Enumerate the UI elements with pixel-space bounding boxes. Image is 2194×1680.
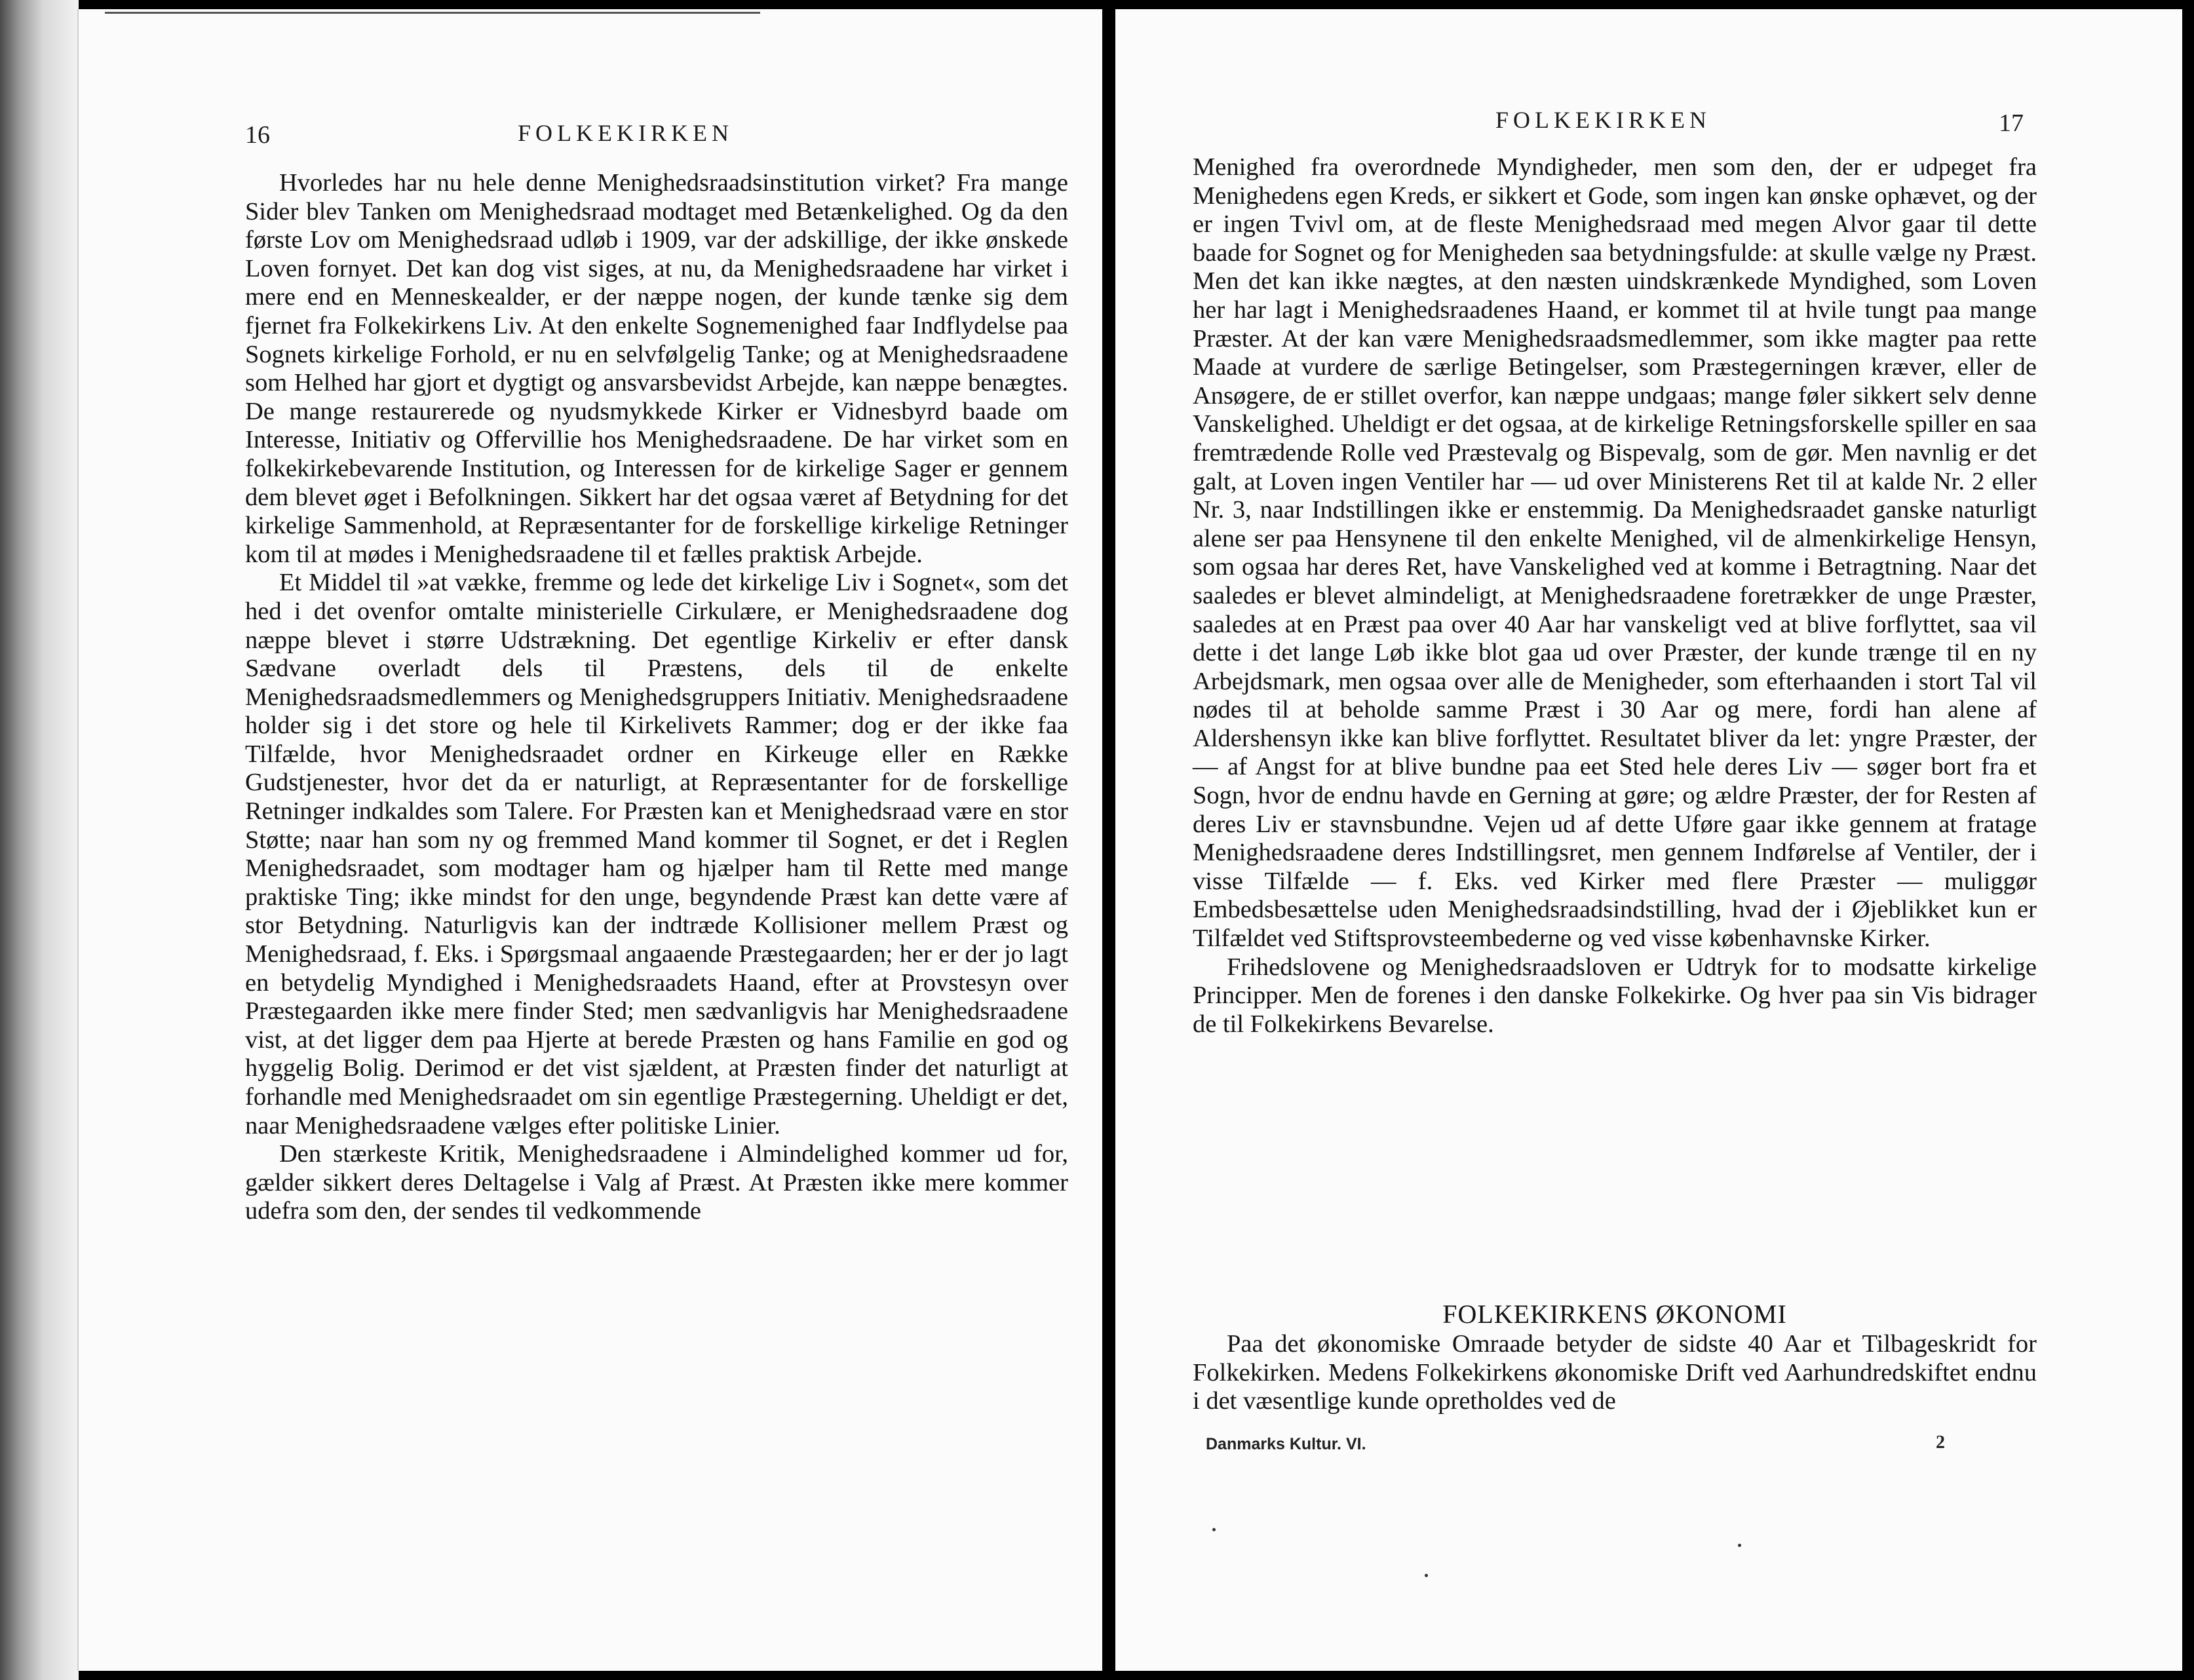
paper-speck [1425, 1574, 1428, 1577]
right-body-text [1193, 153, 2037, 1039]
paragraph: Den stærkeste Kritik, Menighedsraadene i Almindelighed kommer ud for, gælder sikkert deres Deltagelse i Valg af Præst. At Præsten ikke mere kommer udefra som den, der sendes til vedkommende [245, 1140, 1068, 1225]
top-rule [105, 12, 760, 14]
paper-speck [1738, 1544, 1741, 1547]
paragraph: Menighed fra overordnede Myndigheder, men som den, der er udpeget fra Menighedens egen Kreds, er sikkert et Gode, som ingen kan ønske ophævet, og der er ingen Tvivl om, at de fleste Menighedsraad med megen Alvor gaar til dette baade for Sognet og for Menigheden saa betydningsfulde: at skulle vælge ny Præst. Men det kan ikke nægtes, at den næsten uindskrænkede Myndighed, som Loven her har lagt i Menighedsraadenes Haand, er kommet til at hvile tungt paa mange Præster. At der kan være Menighedsraadsmedlemmer, som ikke magter paa rette Maade at vurdere de særlige Betingelser, som Præstegerningen kræver, eller de Ansøgere, de er stillet overfor, kan næppe undgaas; mange føler sikkert selv denne Vanskelighed. Uheldigt er det ogsaa, at de kirkelige Retningsforskelle spiller en saa fremtrædende Rolle ved Præstevalg og Bispevalg, som de gør. Men navnlig er det galt, at Loven ingen Ventiler har — ud over Ministerens Ret til at kalde Nr. 2 eller Nr. 3, naar Indstillingen ikke er enstemmig. Da Menighedsraadet ganske naturligt alene ser paa Hensynene til den enkelte Menighed, vil de almenkirkelige Hensyn, som ogsaa har deres Ret, have Vanskelighed ved at komme i Betragtning. Naar det saaledes er blevet almindeligt, at Menighedsraadene foretrækker de unge Præster, saaledes at en Præst paa over 40 Aar har vanskeligt ved at blive forflyttet, saa vil dette i det lange Løb ikke blot gaa ud over Præster, der kunde trænge til en ny Arbejdsmark, men ogsaa over alle de Menigheder, som efterhaanden i stort Tal vil nødes til at beholde samme Præst i 30 Aar og mere, fordi han alene af Aldershensyn ikke kan blive forflyttet. Resultatet bliver da let: yngre Præster, der — af Angst for at blive bundne paa eet Sted hele deres Liv — søger bort fra et Sogn, hvor de endnu havde en Gerning at gøre; og ældre Præster, der for Resten af deres Liv er stavnsbundne. Vejen ud af dette Uføre gaar ikke gennem at fratage Menighedsraadene deres Indstillingsret, men gennem Indførelse af Ventiler, der i visse Tilfælde — f. Eks. ved Kirker med flere Præster — muliggør Embedsbesættelse uden Menighedsraadsindstilling, hvad der i Øjeblikket kun er Tilfældet ved Stiftsprovsteembederne og ved visse københavnske Kirker. [1193, 153, 2037, 953]
running-head-left: FOLKEKIRKEN [518, 120, 733, 146]
page-number-left: 16 [245, 121, 270, 149]
paragraph: Paa det økonomiske Omraade betyder de sidste 40 Aar et Tilbageskridt for Folkekirken. Medens Folkekirkens økonomiske Drift ved Aarhundredskiftet endnu i det væsentlige kunde opretholdes ved de [1193, 1330, 2037, 1415]
left-page [77, 9, 1102, 1671]
section-body-text [1193, 1330, 2037, 1416]
right-page [1115, 9, 2182, 1671]
book-spine-shadow [0, 0, 79, 1680]
page-number-right: 17 [1999, 109, 2024, 137]
paragraph: Et Middel til »at vække, fremme og lede det kirkelige Liv i Sognet«, som det hed i det ovenfor omtalte ministerielle Cirkulære, er Menighedsraadene dog næppe blevet i større Udstrækning. Det egentlige Kirkeliv er efter dansk Sædvane overladt dels til Præstens, dels til de enkelte Menighedsraadsmedlemmers og Menighedsgruppers Initiativ. Menighedsraadene holder sig i det store og hele til Kirkelivets Rammer; dog er der ikke faa Tilfælde, hvor Menighedsraadet ordner en Kirkeuge eller en Række Gudstjenester, hvor det da er naturligt, at Repræsentanter for de forskellige Retninger indkaldes som Talere. For Præsten kan et Menighedsraad være en stor Støtte; naar han som ny og fremmed Mand kommer til Sognet, er det i Reglen Menighedsraadet, som modtager ham og hjælper ham til Rette med mange praktiske Ting; ikke mindst for den unge, begyndende Præst kan dette være af stor Betydning. Naturligvis kan der indtræde Kollisioner mellem Præst og Menighedsraad, f. Eks. i Spørgsmaal angaaende Præstegaarden; her er der jo lagt en betydelig Myndighed i Menighedsraadets Haand, efter at Provstesyn over Præstegaarden ikke mere finder Sted; men sædvanligvis har Menighedsraadene vist, at det ligger dem paa Hjerte at berede Præsten og hans Familie en god og hyggelig Bolig. Derimod er det vist sjældent, at Præsten finder det naturligt at forhandle med Menighedsraadet om sin egentlige Præstegerning. Uheldigt er det, naar Menighedsraadene vælges efter politiske Linier. [245, 569, 1068, 1139]
left-body-text [245, 169, 1068, 1226]
footer-signature-number: 2 [1936, 1432, 1945, 1453]
footer-signature: Danmarks Kultur. VI. [1206, 1435, 1366, 1453]
section-heading: FOLKEKIRKENS ØKONOMI [1442, 1299, 1787, 1329]
paper-speck [1212, 1528, 1216, 1531]
paragraph: Hvorledes har nu hele denne Menighedsraadsinstitution virket? Fra mange Sider blev Tanken om Menighedsraad modtaget med Betænkelighed. Og da den første Lov om Menighedsraad udløb i 1909, var der adskillige, der ikke ønskede Loven fornyet. Det kan dog vist siges, at nu, da Menighedsraadene har virket i mere end en Menneskealder, er der næppe nogen, der kunde tænke sig dem fjernet fra Folkekirkens Liv. At den enkelte Sognemenighed faar Indflydelse paa Sognets kirkelige Forhold, er nu en selvfølgelig Tanke; og at Menighedsraadene som Helhed har gjort et dygtigt og ansvarsbevidst Arbejde, kan næppe benægtes. De mange restaurerede og nyudsmykkede Kirker er Vidnesbyrd baade om Interesse, Initiativ og Offervillie hos Menighedsraadene. De har virket som en folkekirkebevarende Institution, og Interessen for de kirkelige Sager er gennem dem blevet øget i Befolkningen. Sikkert har det ogsaa været af Betydning for det kirkelige Sammenhold, at Repræsentanter for de forskellige kirkelige Retninger kom til at mødes i Menighedsraadene til et fælles praktisk Arbejde. [245, 169, 1068, 568]
running-head-right: FOLKEKIRKEN [1495, 107, 1711, 133]
paragraph: Frihedslovene og Menighedsraadsloven er Udtryk for to modsatte kirkelige Principper. Men de forenes i den danske Folkekirke. Og hver paa sin Vis bidrager de til Folkekirkens Bevarelse. [1193, 953, 2037, 1038]
